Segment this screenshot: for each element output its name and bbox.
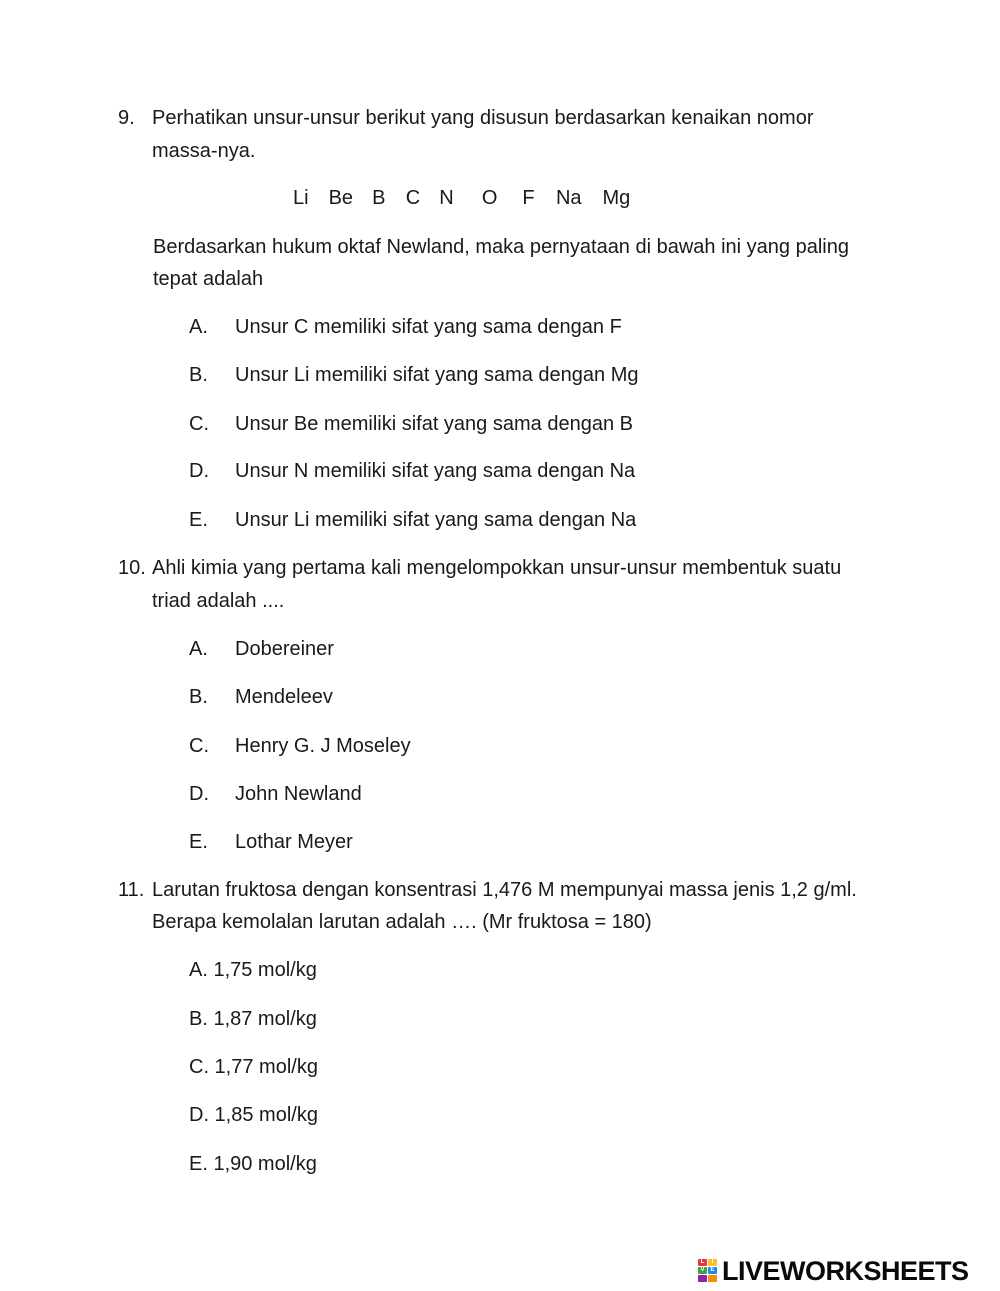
element-li: Li	[293, 187, 309, 209]
question-9-text-line4: tepat adalah	[153, 268, 264, 290]
question-10-number: 10.	[118, 557, 146, 579]
element-c: C	[405, 187, 421, 209]
option-letter: A.	[189, 316, 208, 338]
question-9-text-line1: Perhatikan unsur-unsur berikut yang disusun berdasarkan kenaikan nomor	[152, 107, 814, 129]
option-11d[interactable]: D. 1,85 mol/kg	[189, 1104, 318, 1126]
element-sequence	[293, 185, 630, 211]
option-text: Unsur Li memiliki sifat yang sama dengan Na	[235, 509, 637, 531]
option-text: Unsur Li memiliki sifat yang sama dengan Mg	[235, 364, 639, 386]
question-9-text-line3: Berdasarkan hukum oktaf Newland, maka pernyataan di bawah ini yang paling	[153, 236, 849, 258]
element-na: Na	[555, 187, 582, 209]
option-letter: C.	[189, 735, 209, 757]
element-n: N	[439, 187, 454, 209]
option-text: John Newland	[235, 783, 362, 805]
question-10-text-line2: triad adalah ....	[152, 590, 285, 612]
option-letter: D.	[189, 783, 209, 805]
logo-block-l: L	[698, 1259, 707, 1266]
option-text: Lothar Meyer	[235, 831, 353, 853]
question-11-text-line1: Larutan fruktosa dengan konsentrasi 1,476 M mempunyai massa jenis 1,2 g/ml.	[152, 879, 857, 901]
option-letter: A.	[189, 638, 208, 660]
question-9-number: 9.	[118, 107, 135, 129]
option-text: Dobereiner	[235, 638, 334, 660]
liveworksheets-logo-text: LIVEWORKSHEETS	[722, 1255, 969, 1286]
option-11e[interactable]: E. 1,90 mol/kg	[189, 1153, 317, 1175]
element-o: O	[481, 187, 498, 209]
option-letter: B.	[189, 364, 208, 386]
element-mg: Mg	[602, 187, 631, 209]
liveworksheets-logo-icon	[698, 1259, 718, 1283]
question-11-number: 11.	[118, 879, 145, 901]
logo-block-extra2	[708, 1275, 717, 1282]
option-letter: B.	[189, 686, 208, 708]
option-text: Unsur N memiliki sifat yang sama dengan Na	[235, 460, 636, 482]
option-letter: E.	[189, 831, 208, 853]
option-11b[interactable]: B. 1,87 mol/kg	[189, 1008, 317, 1030]
option-letter: C.	[189, 413, 209, 435]
liveworksheets-logo	[698, 1257, 969, 1285]
logo-block-i: I	[708, 1259, 717, 1266]
logo-block-v: V	[698, 1267, 707, 1274]
question-11-text-line2: Berapa kemolalan larutan adalah …. (Mr fruktosa = 180)	[152, 911, 652, 933]
option-text: Mendeleev	[235, 686, 333, 708]
question-9-text-line2: massa-nya.	[152, 140, 256, 162]
option-letter: D.	[189, 460, 209, 482]
option-text: Henry G. J Moseley	[235, 735, 411, 757]
element-b: B	[372, 187, 386, 209]
logo-block-extra1	[698, 1275, 707, 1282]
option-text: Unsur Be memiliki sifat yang sama dengan B	[235, 413, 633, 435]
option-11c[interactable]: C. 1,77 mol/kg	[189, 1056, 318, 1078]
option-11a[interactable]: A. 1,75 mol/kg	[189, 959, 317, 981]
element-f: F	[522, 187, 535, 209]
element-be: Be	[328, 187, 354, 209]
option-letter: E.	[189, 509, 208, 531]
option-text: Unsur C memiliki sifat yang sama dengan F	[235, 316, 622, 338]
question-10-text-line1: Ahli kimia yang pertama kali mengelompokkan unsur-unsur membentuk suatu	[152, 557, 842, 579]
logo-block-e: E	[708, 1267, 717, 1274]
